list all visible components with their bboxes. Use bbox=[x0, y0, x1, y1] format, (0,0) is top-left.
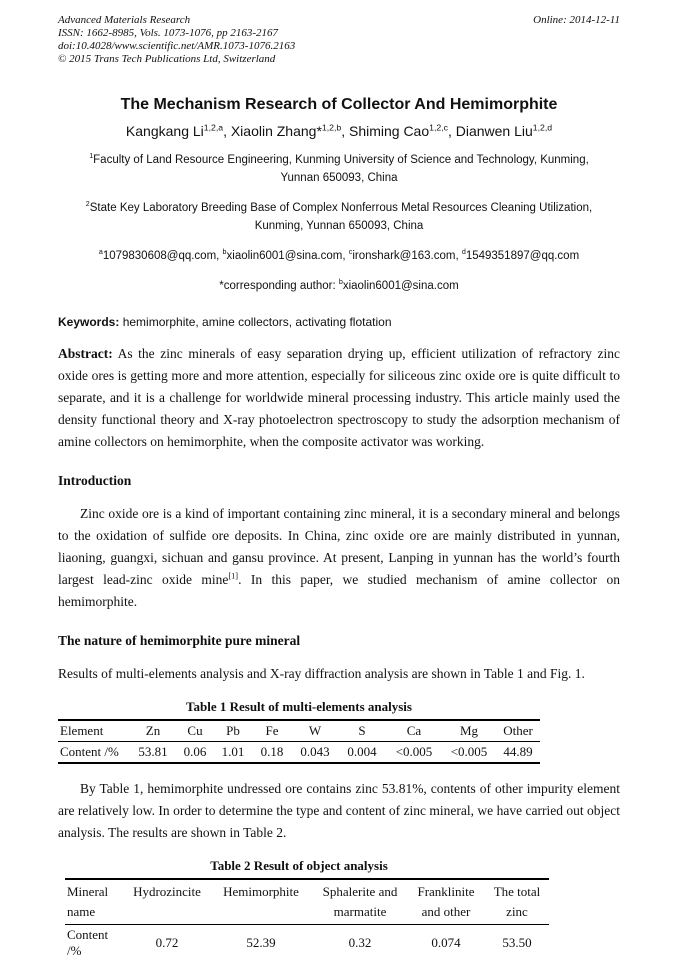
abstract-text: As the zinc minerals of easy separation drying up, efficient utilization of refractory zinc oxide ores is getting more and more attention, especially for siliceous zinc oxide ore is quite difficult to separate, and it is a challenge for worldwide mineral processing industry. This article mainly used the density functional theory and X-ray photoelectron spectroscopy to study the adsorption mechanism of amine collectors on hemimorphite, when the composite activator was working. bbox=[58, 346, 620, 449]
table1-data-row bbox=[58, 742, 540, 764]
journal-header bbox=[58, 14, 620, 66]
table1-data-cell: 0.043 bbox=[300, 744, 330, 759]
table1-data-cell: Content /% bbox=[60, 744, 119, 759]
table1-data-cell: 0.06 bbox=[183, 744, 207, 759]
table2-data-cell: 0.32 bbox=[348, 935, 372, 950]
corresponding-author-line: *corresponding author: $^b$xiaolin6001@sina.com bbox=[219, 278, 459, 292]
table1-data-cell: 0.18 bbox=[260, 744, 284, 759]
table2-data-cell: 52.39 bbox=[246, 935, 276, 950]
table2-caption: Table 2 Result of object analysis bbox=[210, 858, 388, 873]
keywords-text: hemimorphite, amine collectors, activating flotation bbox=[119, 315, 392, 329]
table2-header-cell: Mineral name bbox=[67, 884, 109, 919]
table2-header-cell: Hydrozincite bbox=[133, 884, 201, 899]
table1-caption: Table 1 Result of multi-elements analysis bbox=[186, 699, 412, 714]
table2-header-cell: The total zinc bbox=[493, 884, 541, 919]
table2-data-cell: 53.50 bbox=[502, 935, 532, 950]
table1-data-cell: 53.81 bbox=[138, 744, 168, 759]
table2-header-cell: Hemimorphite bbox=[223, 884, 299, 899]
journal-header-left bbox=[58, 14, 295, 66]
table1-header-cell: Ca bbox=[406, 723, 422, 738]
table2-data-row bbox=[65, 925, 549, 959]
paper-title: The Mechanism Research of Collector And Hemimorphite bbox=[120, 96, 558, 113]
table1-header-cell: Element bbox=[60, 723, 104, 738]
table1-data-cell: 44.89 bbox=[503, 744, 533, 759]
table1-data-cell: <0.005 bbox=[450, 744, 488, 759]
nature-paragraph: Results of multi-elements analysis and X-ray diffraction analysis are shown in Table 1 and Fig. 1. bbox=[58, 666, 585, 681]
keywords-line bbox=[58, 315, 620, 329]
keywords-label: Keywords: bbox=[58, 315, 120, 329]
table1-header-cell: Other bbox=[503, 723, 533, 738]
table2-data-cell: 0.72 bbox=[155, 935, 179, 950]
table1-header-cell: Pb bbox=[226, 723, 240, 738]
table2-header-row bbox=[65, 879, 549, 925]
table2-object-analysis bbox=[65, 878, 549, 959]
table1-header-cell: Cu bbox=[187, 723, 203, 738]
issn-line: ISSN: 1662-8985, Vols. 1073-1076, pp 2163-2167 bbox=[58, 27, 278, 39]
section-heading-nature: The nature of hemimorphite pure mineral bbox=[58, 633, 301, 648]
abstract-paragraph bbox=[58, 343, 620, 453]
online-date: Online: 2014-12-11 bbox=[533, 14, 620, 26]
section-heading-introduction: Introduction bbox=[58, 473, 132, 488]
table2-header-cell: Franklinite and other bbox=[417, 884, 475, 919]
by-table-paragraph: By Table 1, hemimorphite undressed ore contains zinc 53.81%, contents of other impurity element are relatively low. In order to determine the type and content of zinc mineral, we have carried out object analysis. The results are shown in Table 2. bbox=[58, 781, 620, 840]
table1-header-cell: S bbox=[358, 723, 366, 738]
affiliation-1: $^1$Faculty of Land Resource Engineering, Kunming University of Science and Technology, Kunming, Yunnan 650093, China bbox=[89, 152, 589, 184]
introduction-paragraph: Zinc oxide ore is a kind of important containing zinc mineral, it is a secondary mineral and belongs to the oxidation of sulfide ore deposits. In China, zinc oxide ore are mainly distributed in yunnan, liaoning, guangxi, sichuan and gansu province. At present, Lanping in yunnan has the world’s fourth largest lead-zinc oxide mine[1]. In this paper, we studied mechanism of amine collector on hemimorphite. bbox=[58, 506, 620, 609]
abstract-label: Abstract: bbox=[58, 346, 113, 361]
table2-header-cell: Sphalerite and marmatite bbox=[322, 884, 398, 919]
journal-name: Advanced Materials Research bbox=[58, 14, 191, 26]
table1-data-cell: 0.004 bbox=[347, 744, 377, 759]
table1-data-cell: 1.01 bbox=[221, 744, 245, 759]
table1-header-row bbox=[58, 720, 540, 742]
table2-data-cell: 0.074 bbox=[431, 935, 461, 950]
table2-data-cell: Content /% bbox=[67, 927, 109, 958]
affiliation-2: $^2$State Key Laboratory Breeding Base of Complex Nonferrous Metal Resources Cleaning Utilization, Kunming, Yunnan 650093, China bbox=[85, 200, 593, 232]
table1-header-cell: W bbox=[308, 723, 322, 738]
table1-header-cell: Fe bbox=[265, 723, 279, 738]
doi-line: doi:10.4028/www.scientific.net/AMR.1073-1076.2163 bbox=[58, 40, 296, 52]
table1-multi-elements bbox=[58, 719, 540, 764]
table1-header-cell: Mg bbox=[459, 723, 479, 738]
table1-data-cell: <0.005 bbox=[395, 744, 433, 759]
authors-line: Kangkang Li$^{1,2,a}$, Xiaolin Zhang*$^{1,2,b}$, Shiming Cao$^{1,2,c}$, Dianwen Liu$^{1,2,d}$ bbox=[125, 122, 553, 139]
author-emails: $^a$1079830608@qq.com, $^b$xiaolin6001@sina.com, $^c$ironshark@163.com, $^d$1549351897@qq.com bbox=[98, 248, 580, 262]
copyright-line: © 2015 Trans Tech Publications Ltd, Switzerland bbox=[58, 53, 276, 65]
table1-header-cell: Zn bbox=[145, 723, 161, 738]
